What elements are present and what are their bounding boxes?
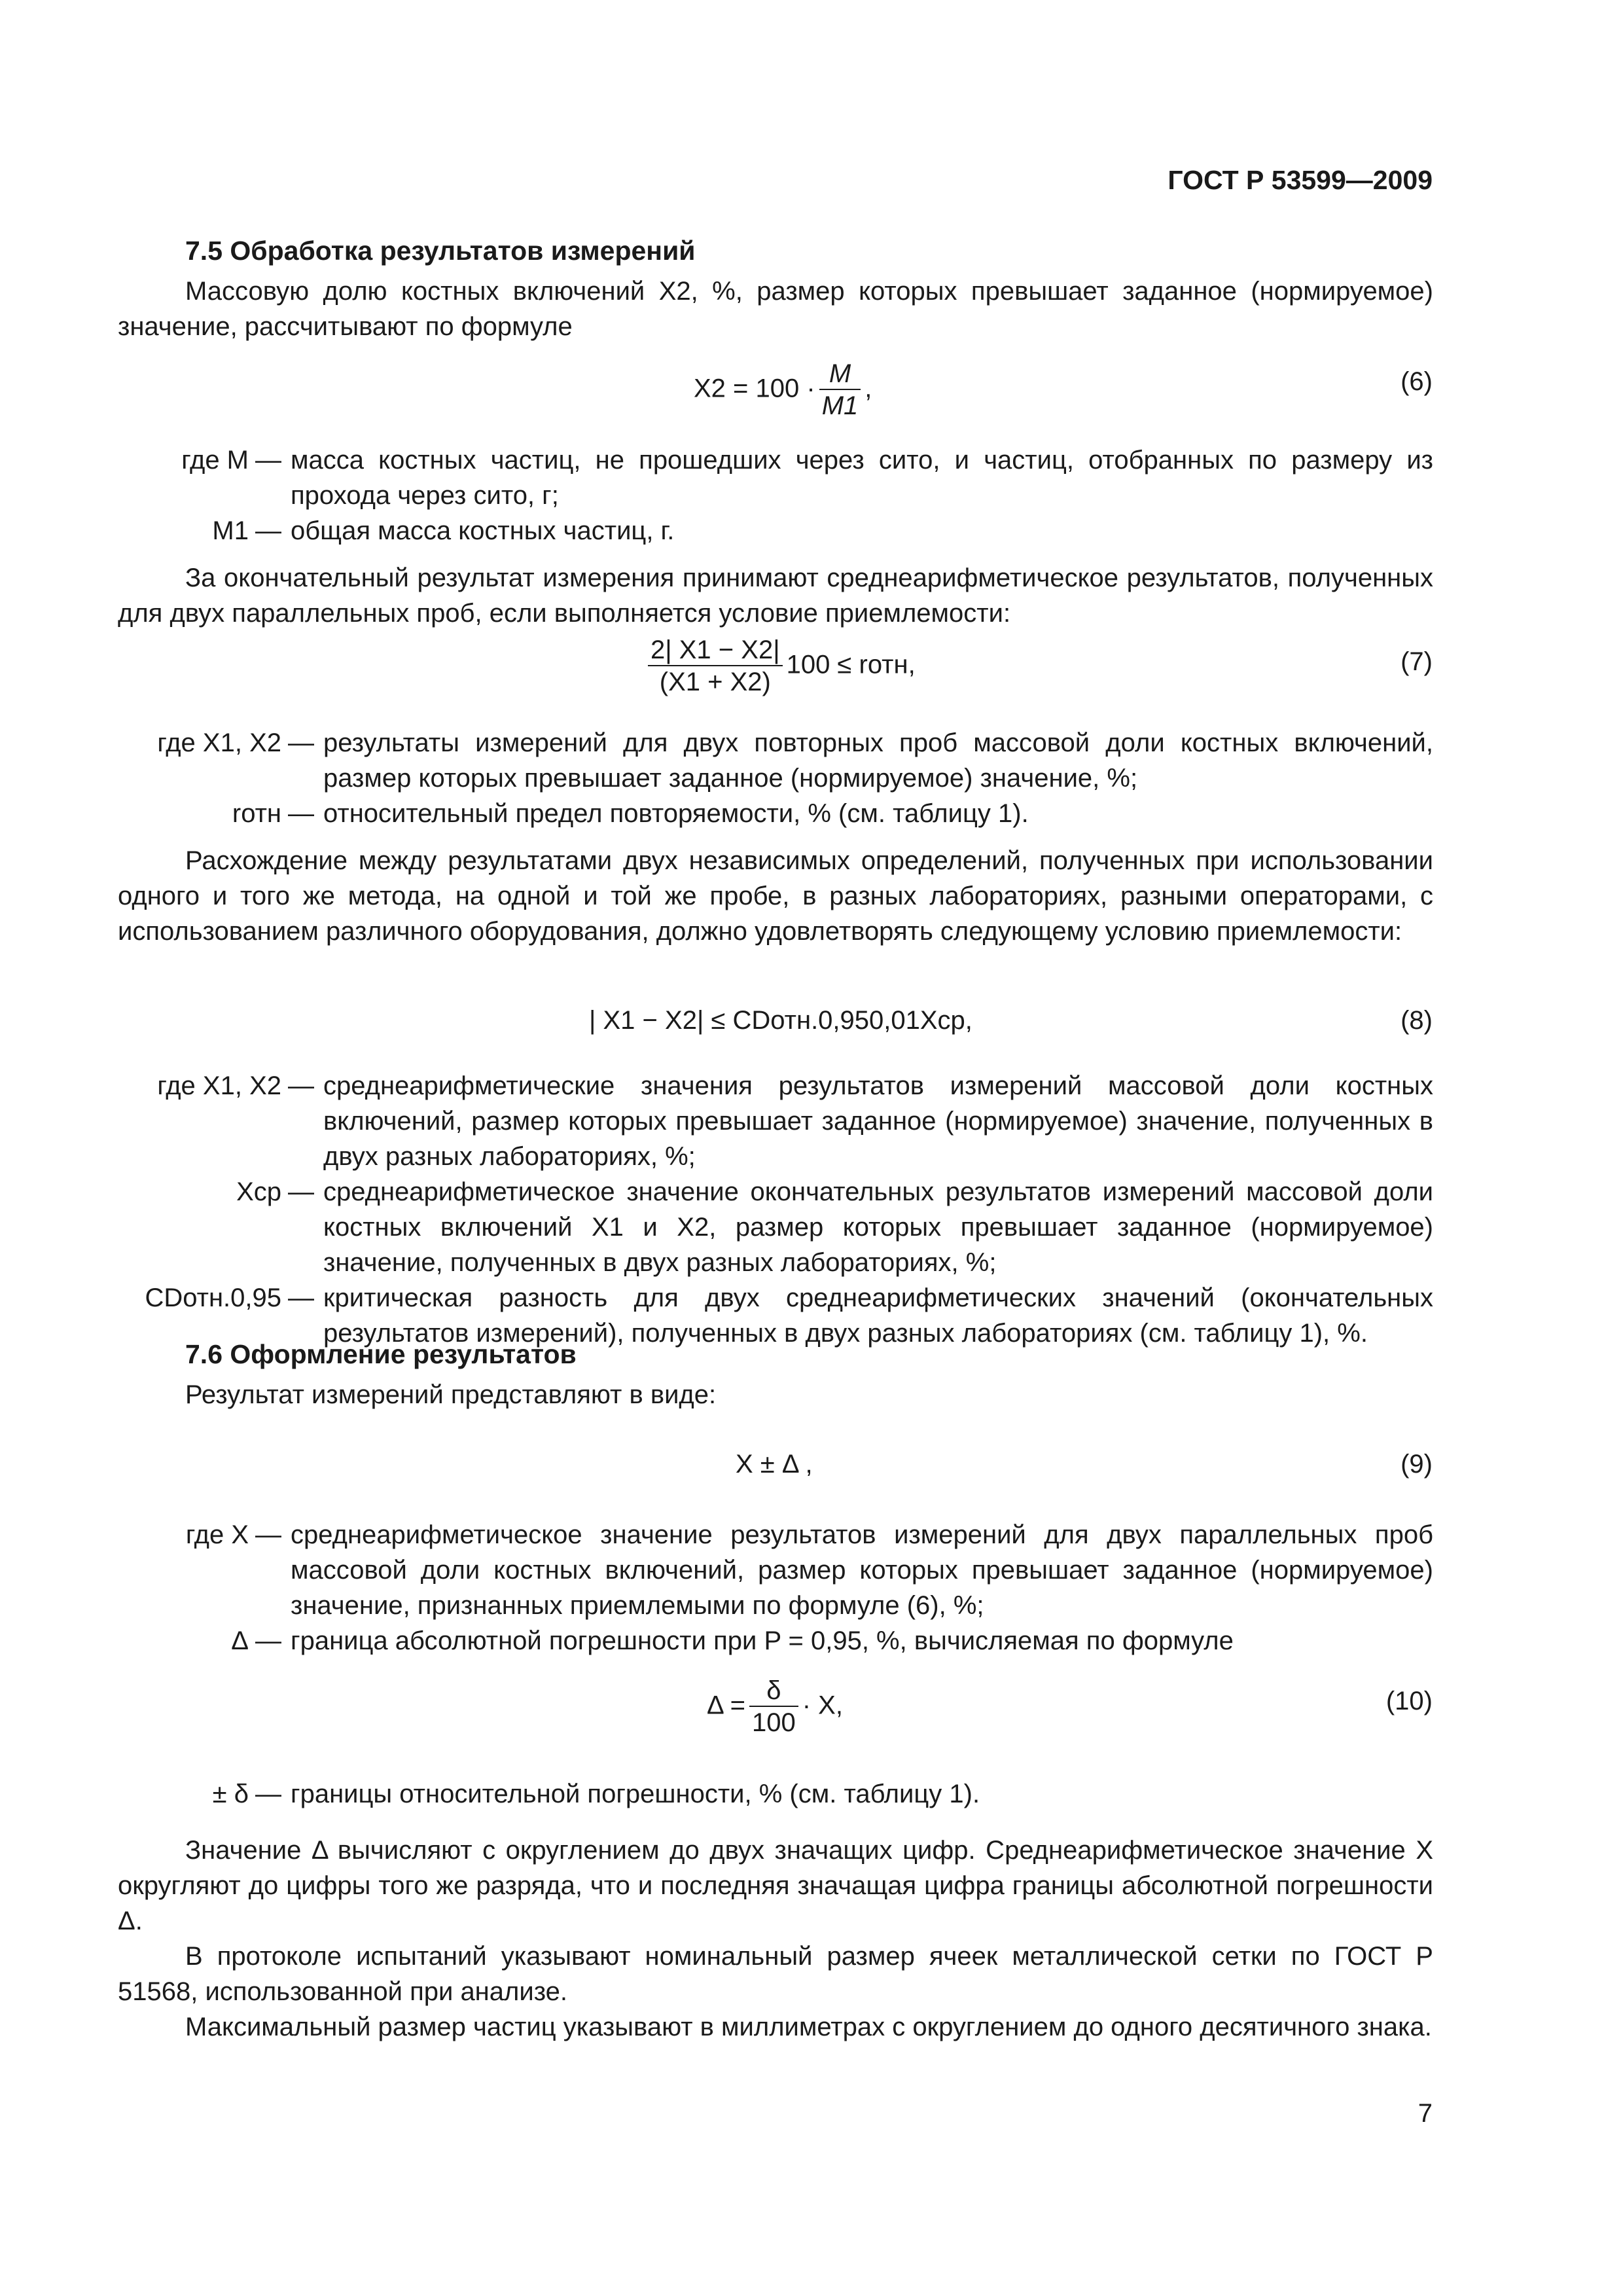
formula-10: Δ = $\frac{\delta}{100}$ · X,: [707, 1676, 843, 1737]
paragraph: Максимальный размер частиц указывают в миллиметрах с округлением до одного десятичного знака.: [185, 2013, 1432, 2041]
formula-7: $\frac{2| X1 - X2|}{(X1 + X2)}$ 100 ≤ rотн,: [644, 635, 916, 698]
formula-number: (6): [1400, 367, 1433, 396]
page-number: 7: [1418, 2099, 1433, 2128]
definition-item: где X1, X2 — результаты измерений для двух повторных проб массовой доли костных включений, размер которых превышает заданное (нормируемое) значение, %;: [157, 728, 1433, 793]
formula-number: (7): [1400, 647, 1433, 676]
formula-number: (9): [1400, 1450, 1433, 1479]
definition-item: CDотн.0,95 — критическая разность для двух среднеарифметических значений (окончательных результатов измерений), полученных в двух разных лабораториях (см. таблицу 1), %.: [145, 1283, 1433, 1348]
paragraph: За окончательный результат измерения принимают среднеарифметическое результатов, полученных для двух параллельных проб, если выполняется условие приемлемости:: [118, 564, 1433, 628]
formula-9: X ± Δ ,: [736, 1450, 813, 1479]
definition-item: Xср — среднеарифметическое значение окончательных результатов измерений массовой доли костных включений X1 и X2, размер которых превышает заданное (нормируемое) значение, полученных в двух разных лабораториях, %;: [236, 1177, 1433, 1277]
paragraph: Массовую долю костных включений X2, %, размер которых превышает заданное (нормируемое) значение, рассчитывают по формуле: [118, 277, 1433, 341]
definition-item: где X1, X2 — среднеарифметические значения результатов измерений массовой доли костных включений, размер которых превышает заданное (нормируемое) значение, полученных в двух разных лабораториях, %;: [157, 1071, 1433, 1171]
definition-item: M1 — общая масса костных частиц, г.: [212, 516, 675, 545]
document-code: ГОСТ Р 53599—2009: [1168, 165, 1433, 195]
formula-number: (8): [1400, 1006, 1433, 1035]
definition-item: Δ — граница абсолютной погрешности при P = 0,95, %, вычисляемая по формуле: [231, 1626, 1234, 1655]
formula-8: | X1 − X2| ≤ CDотн.0,950,01Xср,: [589, 1006, 972, 1035]
paragraph: Результат измерений представляют в виде:: [185, 1380, 717, 1409]
definition-item: где X — среднеарифметическое значение результатов измерений для двух параллельных проб массовой доли костных включений, размер которых превышает заданное (нормируемое) значение, признанных приемлемыми по формуле (6), %;: [185, 1520, 1433, 1620]
definition-item: rотн — относительный предел повторяемости, % (см. таблицу 1).: [232, 799, 1029, 828]
paragraph: В протоколе испытаний указывают номинальный размер ячеек металлической сетки по ГОСТ Р 51568, использованной при анализе.: [118, 1942, 1433, 2006]
formula-number: (10): [1385, 1687, 1433, 1715]
section-title-7-5: 7.5 Обработка результатов измерений: [185, 236, 696, 266]
formula-6: X2 = 100 · $\frac{M}{M1}$ ,: [694, 359, 872, 420]
section-title-7-6: 7.6 Оформление результатов: [185, 1339, 577, 1369]
paragraph: Расхождение между результатами двух независимых определений, полученных при использовании одного и того же метода, на одной и той же пробе, в разных лабораториях, разными операторами, с использованием различного оборудования, должно удовлетворять следующему условию приемлемости:: [118, 846, 1433, 946]
definition-item: где M — масса костных частиц, не прошедших через сито, и частиц, отобранных по размеру из прохода через сито, г;: [181, 446, 1433, 510]
paragraph: Значение Δ вычисляют с округлением до двух значащих цифр. Среднеарифметическое значение X округляют до цифры того же разряда, что и последняя значащая цифра границы абсолютной погрешности Δ.: [118, 1836, 1433, 1935]
definition-item: ± δ — границы относительной погрешности, % (см. таблицу 1).: [212, 1780, 980, 1808]
